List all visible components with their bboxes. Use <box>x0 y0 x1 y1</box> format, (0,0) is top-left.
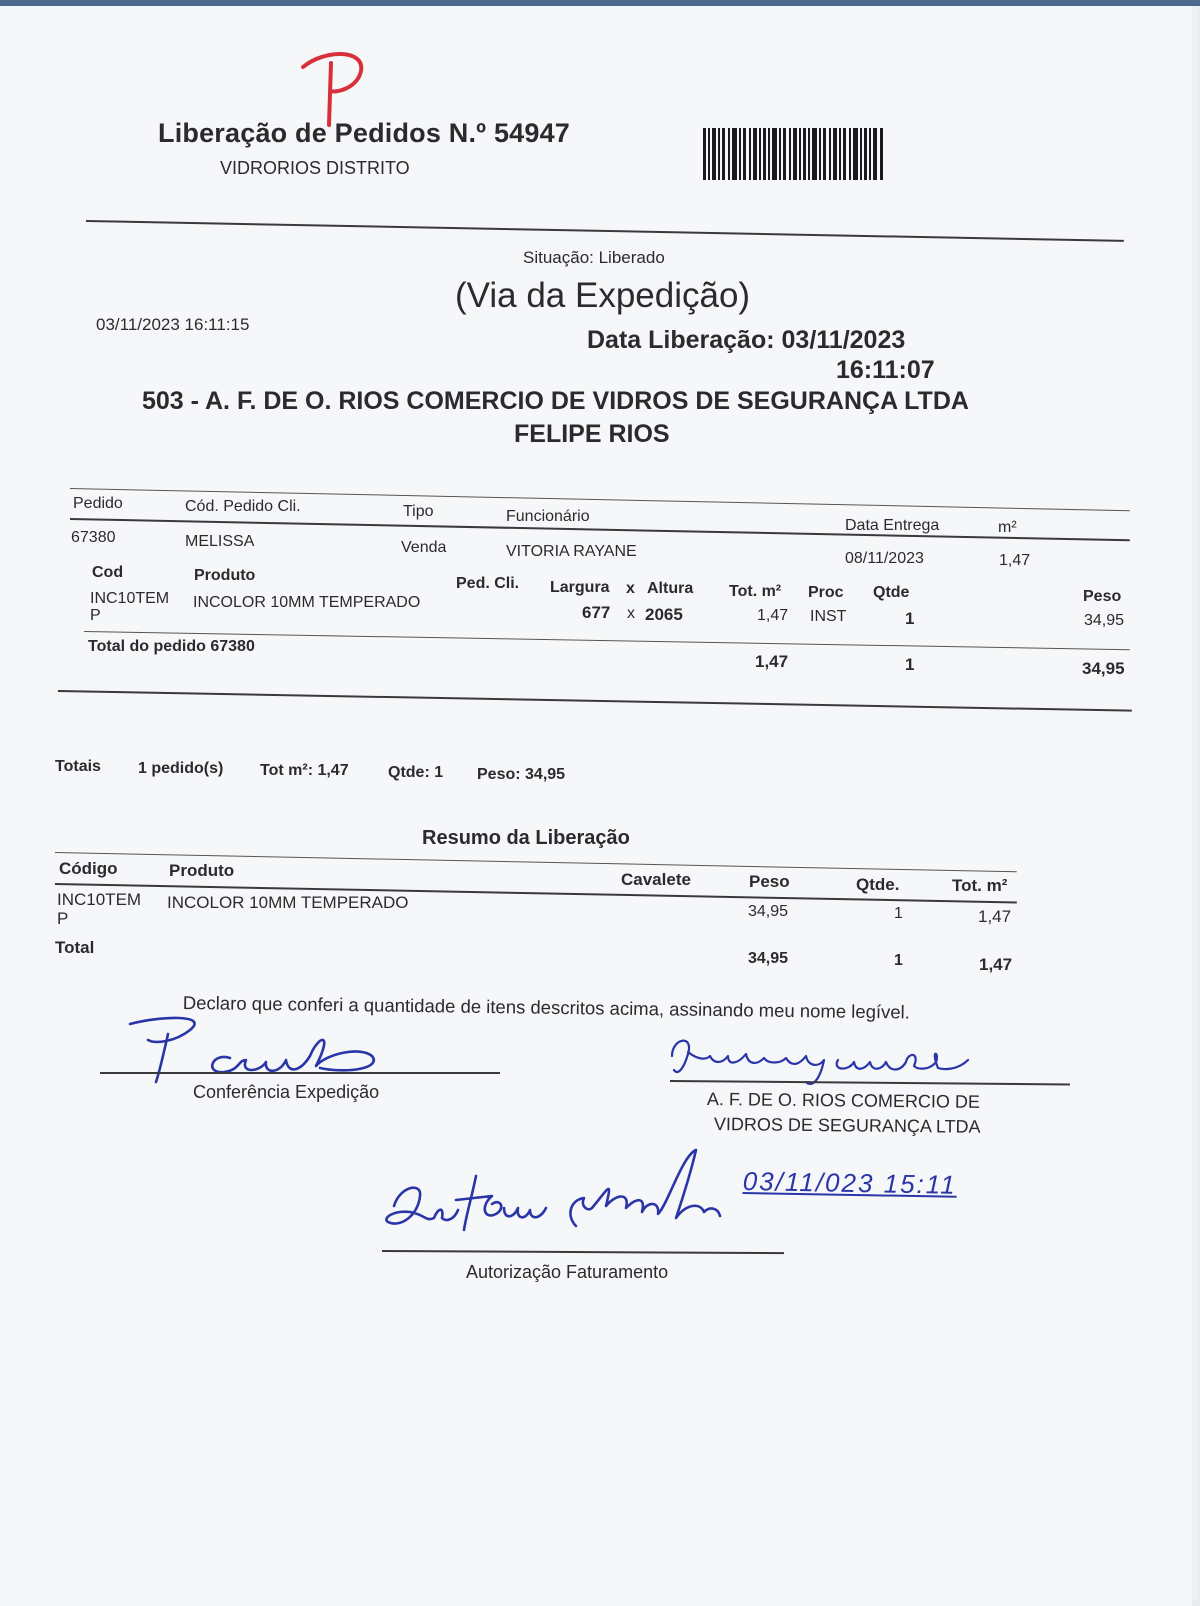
col-header-funcionario: Funcionário <box>506 508 590 525</box>
order-funcionario: VITORIA RAYANE <box>506 543 637 560</box>
item-proc: INST <box>810 608 847 625</box>
item-header-x: x <box>626 580 635 597</box>
resumo-header-peso: Peso <box>749 872 790 891</box>
totals-peso: Peso: 34,95 <box>477 766 566 783</box>
item-header-proc: Proc <box>808 584 844 601</box>
document-page <box>0 6 1192 1606</box>
col-header-data-entrega: Data Entrega <box>845 517 940 534</box>
item-header-qtde: Qtde <box>873 584 910 601</box>
totals-pedidos: 1 pedido(s) <box>138 760 224 777</box>
resumo-header-qtde: Qtde. <box>856 875 900 894</box>
resumo-qtde: 1 <box>894 905 903 922</box>
item-header-cod: Cod <box>92 564 124 581</box>
signature-autorizacao <box>380 1146 740 1246</box>
order-tipo: Venda <box>401 539 447 556</box>
totals-tot-m2: Tot m²: 1,47 <box>260 762 349 779</box>
release-date: Data Liberação: 03/11/2023 <box>587 326 906 354</box>
col-header-cod-pedido-cli: Cód. Pedido Cli. <box>185 498 301 515</box>
resumo-produto: INCOLOR 10MM TEMPERADO <box>167 893 409 912</box>
handwritten-date: 03/11/023 15:11 <box>742 1166 958 1200</box>
item-qtde: 1 <box>905 609 915 628</box>
order-total-peso: 34,95 <box>1082 659 1125 678</box>
item-altura: 2065 <box>645 605 683 624</box>
item-header-altura: Altura <box>647 580 694 597</box>
item-cod-line1: INC10TEM <box>90 590 170 607</box>
item-header-ped-cli: Ped. Cli. <box>456 575 520 592</box>
item-peso: 34,95 <box>1084 612 1125 629</box>
resumo-total-label: Total <box>55 938 95 957</box>
order-cod-pedido-cli: MELISSA <box>185 533 255 550</box>
cliente-name-line2: VIDROS DE SEGURANÇA LTDA <box>713 1114 981 1137</box>
col-header-tipo: Tipo <box>403 503 434 520</box>
conferencia-label: Conferência Expedição <box>193 1082 380 1102</box>
col-header-pedido: Pedido <box>73 495 123 512</box>
resumo-codigo-line1: INC10TEM <box>57 890 142 909</box>
item-header-largura: Largura <box>550 579 610 596</box>
resumo-codigo-line2: P <box>57 909 69 928</box>
order-data-entrega: 08/11/2023 <box>845 550 924 567</box>
status-label: Situação: Liberado <box>523 248 665 267</box>
resumo-peso: 34,95 <box>748 903 789 920</box>
cliente-name-line1: A. F. DE O. RIOS COMERCIO DE <box>706 1089 981 1112</box>
item-cod <box>90 590 169 624</box>
autorizacao-label: Autorização Faturamento <box>466 1262 669 1282</box>
resumo-header-codigo: Código <box>59 859 118 878</box>
item-x: x <box>627 605 635 622</box>
order-total-label: Total do pedido 67380 <box>88 638 255 655</box>
item-largura: 677 <box>582 603 611 622</box>
conferencia-signature-line <box>100 1072 500 1074</box>
resumo-codigo <box>57 890 141 928</box>
totals-qtde: Qtde: 1 <box>388 764 444 781</box>
resumo-total-qtde: 1 <box>894 952 903 969</box>
resumo-title: Resumo da Liberação <box>422 827 630 849</box>
resumo-header-tot-m2: Tot. m² <box>952 876 1008 895</box>
barcode-icon <box>703 128 885 180</box>
release-time: 16:11:07 <box>836 356 935 384</box>
resumo-header-cavalete: Cavalete <box>621 870 691 889</box>
client-name: 503 - A. F. DE O. RIOS COMERCIO DE VIDROS DE SEGURANÇA LTDA <box>142 387 969 415</box>
totals-label: Totais <box>55 758 101 775</box>
item-header-produto: Produto <box>194 567 256 584</box>
order-m2: 1,47 <box>999 552 1031 569</box>
resumo-total-tot-m2: 1,47 <box>979 955 1013 974</box>
resumo-tot-m2: 1,47 <box>978 907 1012 926</box>
order-table-bottom-line <box>58 690 1132 712</box>
resumo-total-peso: 34,95 <box>748 950 789 967</box>
printed-timestamp: 03/11/2023 16:11:15 <box>96 315 250 334</box>
document-title: Liberação de Pedidos N.º 54947 <box>158 118 571 148</box>
col-header-m2: m² <box>998 519 1017 536</box>
order-pedido: 67380 <box>71 529 116 546</box>
order-total-tot-m2: 1,47 <box>755 652 789 671</box>
item-header-tot-m2: Tot. m² <box>729 583 782 600</box>
item-produto: INCOLOR 10MM TEMPERADO <box>193 594 421 611</box>
declaration-text: Declaro que conferi a quantidade de itens descritos acima, assinando meu nome legível. <box>182 992 911 1023</box>
company-name: VIDRORIOS DISTRITO <box>220 158 410 178</box>
item-tot-m2: 1,47 <box>757 607 789 624</box>
autorizacao-signature-line <box>382 1250 784 1254</box>
copy-type: (Via da Expedição) <box>455 276 751 315</box>
item-cod-line2: P <box>90 607 101 624</box>
client-contact: FELIPE RIOS <box>514 420 670 448</box>
order-total-qtde: 1 <box>905 655 915 674</box>
header-divider <box>86 220 1124 242</box>
item-header-peso: Peso <box>1083 588 1122 605</box>
resumo-header-produto: Produto <box>169 861 235 880</box>
